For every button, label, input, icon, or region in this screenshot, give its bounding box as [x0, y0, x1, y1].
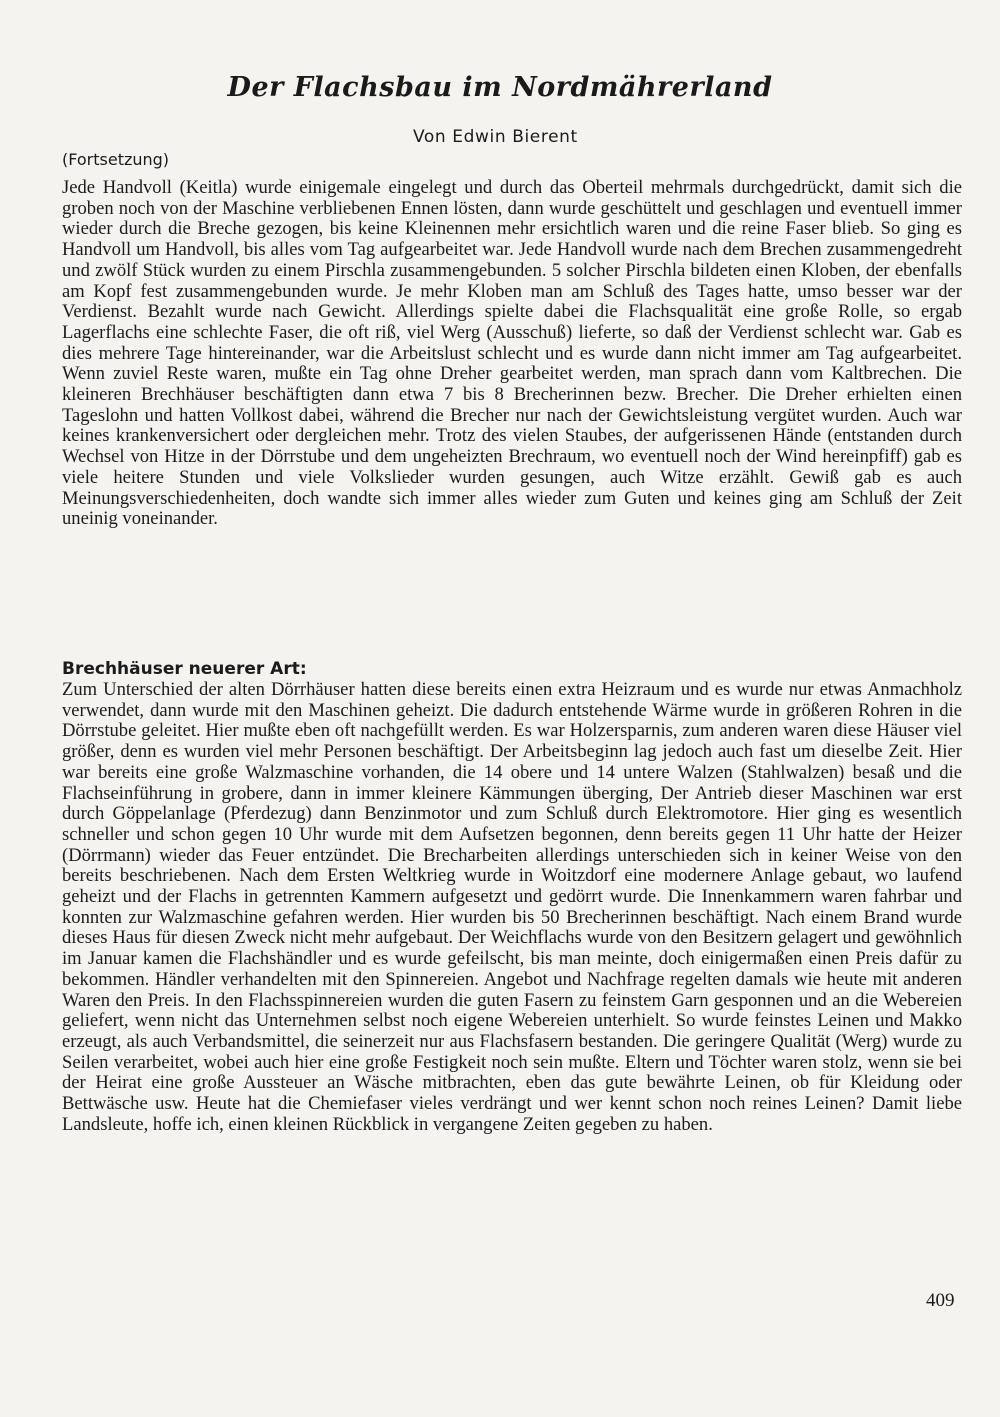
body-paragraph: Zum Unterschied der alten Dörrhäuser hatten diese bereits einen extra Heizraum und es wurde nur etwas Anmachholz verwendet, dann wurde mit den Maschinen geheizt. Die dadurch entstehende Wärme wurde in größeren Rohren in die Dörrstube geleitet. Hier mußte eben oft nachgefüllt werden. Es war Holzersparnis, zum anderen waren diese Häuser viel größer, denn es wurden viel mehr Personen beschäftigt. Der Arbeitsbeginn lag jedoch auch fast um dieselbe Zeit. Hier war bereits eine große Walzmaschine vorhanden, die 14 obere und 14 untere Walzen (Stahlwalzen) besaß und die Flachseinführung in grobere, dann in immer kleinere Kämmungen überging, Der Antrieb dieser Maschinen war erst durch Göppelanlage (Pferdezug) dann Benzinmotor und zum Schluß durch Elektromotore. Hier ging es wesentlich schneller und schon gegen 10 Uhr wurde mit dem Aufsetzen begonnen, denn bereits gegen 11 Uhr hatte der Heizer (Dörrmann) wieder das Feuer entzündet. Die Brecharbeiten allerdings unterschieden sich in keiner Weise von den bereits beschriebenen. Nach dem Ersten Weltkrieg wurde in Woitzdorf eine modernere Anlage gebaut, wo laufend geheizt und der Flachs in getrennten Kammern aufgesetzt und gedörrt wurde. Die Innenkammern waren fahrbar und konnten zur Walzmaschine gefahren werden. Hier wurden bis 50 Brecherinnen beschäftigt. Nach einem Brand wurde dieses Haus für diesen Zweck nicht mehr aufgebaut. Der Weichflachs wurde von den Besitzern gelagert und gewöhnlich im Januar kamen die Flachshändler und es wurde gefeilscht, bis man meinte, doch einigermaßen einen Preis dafür zu bekommen. Händler verhandelten mit den Spinnereien. Angebot und Nachfrage regelten damals wie heute mit anderen Waren den Preis. In den Flachsspinnereien wurden die guten Fasern zu feinstem Garn gesponnen und an die Webereien geliefert, wenn nicht das Unternehmen selbst noch eigene Webereien unterhielt. So wurde feinstes Leinen und Makko erzeugt, als auch Verbandsmittel, die seinerzeit nur aus Flachsfasern bestanden. Die geringere Qualität (Werg) wurde zu Seilen verarbeitet, wobei auch hier eine große Festigkeit noch sein mußte. Eltern und Töchter waren stolz, wenn sie bei der Heirat eine große Aussteuer an Wäsche mitbrachten, eben das gute bewährte Leinen, ob für Kleidung oder Bettwäsche usw. Heute hat die Chemiefaser vieles verdrängt und wer kennt schon noch reines Leinen? Damit liebe Landsleute, hoffe ich, einen kleinen Rückblick in vergangene Zeiten gegeben zu haben.: [62, 679, 962, 1135]
section-heading: Brechhäuser neuerer Art:: [62, 659, 307, 679]
page-number: 409: [926, 1290, 955, 1311]
article-title: Der Flachsbau im Nordmährerland: [227, 72, 773, 103]
article-author: Von Edwin Bierent: [413, 127, 578, 147]
body-paragraph: Jede Handvoll (Keitla) wurde einigemale eingelegt und durch das Oberteil mehrmals durchgedrückt, damit sich die groben noch von der Maschine verbliebenen Ennen lösten, dann wurde geschüttelt und geschlagen und eventuell immer wieder durch die Breche gezogen, bis keine Kleinennen mehr ersichtlich waren und die reine Faser blieb. So ging es Handvoll um Handvoll, bis alles vom Tag aufgearbeitet war. Jede Handvoll wurde nach dem Brechen zusammengedreht und zwölf Stück wurden zu einem Pirschla zusammengebunden. 5 solcher Pirschla bildeten einen Kloben, der ebenfalls am Kopf fest zusammengebunden wurde. Je mehr Kloben man am Schluß des Tages hatte, umso besser war der Verdienst. Bezahlt wurde nach Gewicht. Allerdings spielte dabei die Flachsqualität eine große Rolle, so ergab Lagerflachs eine schlechte Faser, die oft riß, viel Werg (Ausschuß) lieferte, so daß der Verdienst schlecht war. Gab es dies mehrere Tage hintereinander, war die Arbeitslust schlecht und es wurde dann nicht immer am Tag aufgearbeitet. Wenn zuviel Reste waren, mußte ein Tag ohne Dreher gearbeitet werden, man sprach dann vom Kaltbrechen. Die kleineren Brechhäuser beschäftigten dann etwa 7 bis 8 Brecherinnen bezw. Brecher. Die Dreher erhielten einen Tageslohn und hatten Vollkost dabei, während die Brecher nur nach der Gewichtsleistung vergütet wurden. Auch war keines krankenversichert oder dergleichen mehr. Trotz des vielen Staubes, der aufgerissenen Hände (entstanden durch Wechsel von Hitze in der Dörrstube und dem ungeheizten Brechraum, wo eventuell noch der Wind hereinpfiff) gab es viele heitere Stunden und viele Volkslieder wurden gesungen, auch Witze erzählt. Gewiß gab es auch Meinungsverschiedenheiten, doch wandte sich immer alles wieder zum Guten und keines ging am Schluß der Zeit uneinig voneinander.: [62, 177, 962, 530]
continuation-note: (Fortsetzung): [62, 150, 170, 169]
